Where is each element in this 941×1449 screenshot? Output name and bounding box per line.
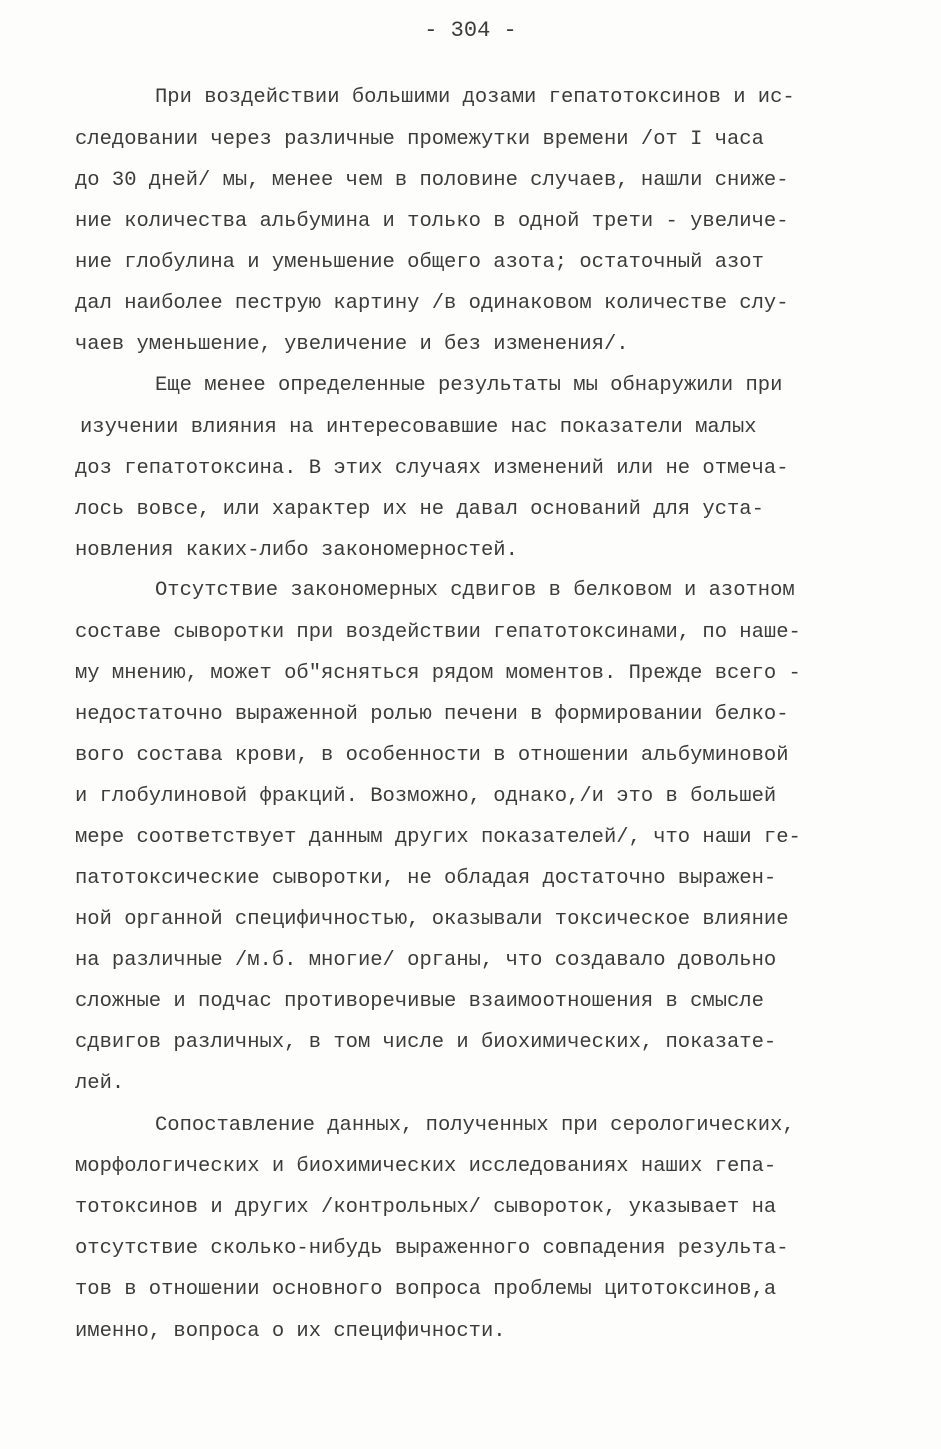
text-line: следовании через различные промежутки времени /от I часа: [75, 128, 764, 151]
text-line: отсутствие сколько-нибудь выраженного совпадения результа-: [75, 1237, 789, 1260]
text-line: Отсутствие закономерных сдвигов в белковом и азотном: [155, 579, 795, 602]
text-line: сдвигов различных, в том числе и биохимических, показате-: [75, 1031, 777, 1054]
text-line: Сопоставление данных, полученных при серологических,: [155, 1114, 795, 1137]
text-line: до 30 дней/ мы, менее чем в половине случаев, нашли сниже-: [75, 169, 789, 192]
text-line: морфологических и биохимических исследованиях наших гепа-: [75, 1155, 777, 1178]
text-line: вого состава крови, в особенности в отношении альбуминовой: [75, 744, 789, 767]
text-line: При воздействии большими дозами гепатотоксинов и ис-: [155, 86, 795, 109]
text-line: Еще менее определенные результаты мы обнаружили при: [155, 374, 783, 397]
text-line: доз гепатотоксина. В этих случаях изменений или не отмеча-: [75, 457, 789, 480]
text-line: именно, вопроса о их специфичности.: [75, 1320, 506, 1343]
text-line: тотоксинов и других /контрольных/ сывороток, указывает на: [75, 1196, 777, 1219]
text-line: чаев уменьшение, увеличение и без изменения/.: [75, 333, 629, 356]
text-line: сложные и подчас противоречивые взаимоотношения в смысле: [75, 990, 764, 1013]
text-line: лей.: [75, 1072, 125, 1095]
text-line: патотоксические сыворотки, не обладая достаточно выражен-: [75, 867, 777, 890]
text-line: ние количества альбумина и только в одной трети - увеличе-: [75, 210, 789, 233]
text-line: ние глобулина и уменьшение общего азота; остаточный азот: [75, 251, 764, 274]
text-line: му мнению, может об"ясняться рядом моментов. Прежде всего -: [75, 662, 801, 685]
text-line: новления каких-либо закономерностей.: [75, 539, 518, 562]
text-line: тов в отношении основного вопроса проблемы цитотоксинов,а: [75, 1278, 777, 1301]
text-line: ной органной специфичностью, оказывали токсическое влияние: [75, 908, 789, 931]
text-line: недостаточно выраженной ролью печени в формировании белко-: [75, 703, 789, 726]
text-line: и глобулиновой фракций. Возможно, однако,/и это в большей: [75, 785, 777, 808]
text-line: лось вовсе, или характер их не давал оснований для уста-: [75, 498, 764, 521]
text-line: составе сыворотки при воздействии гепатотоксинами, по наше-: [75, 621, 801, 644]
text-line: изучении влияния на интересовавшие нас показатели малых: [80, 416, 757, 439]
text-line: мере соответствует данным других показателей/, что наши ге-: [75, 826, 801, 849]
text-line: дал наиболее пеструю картину /в одинаковом количестве слу-: [75, 292, 789, 315]
text-line: на различные /м.б. многие/ органы, что создавало довольно: [75, 949, 777, 972]
page-number: - 304 -: [424, 18, 517, 43]
